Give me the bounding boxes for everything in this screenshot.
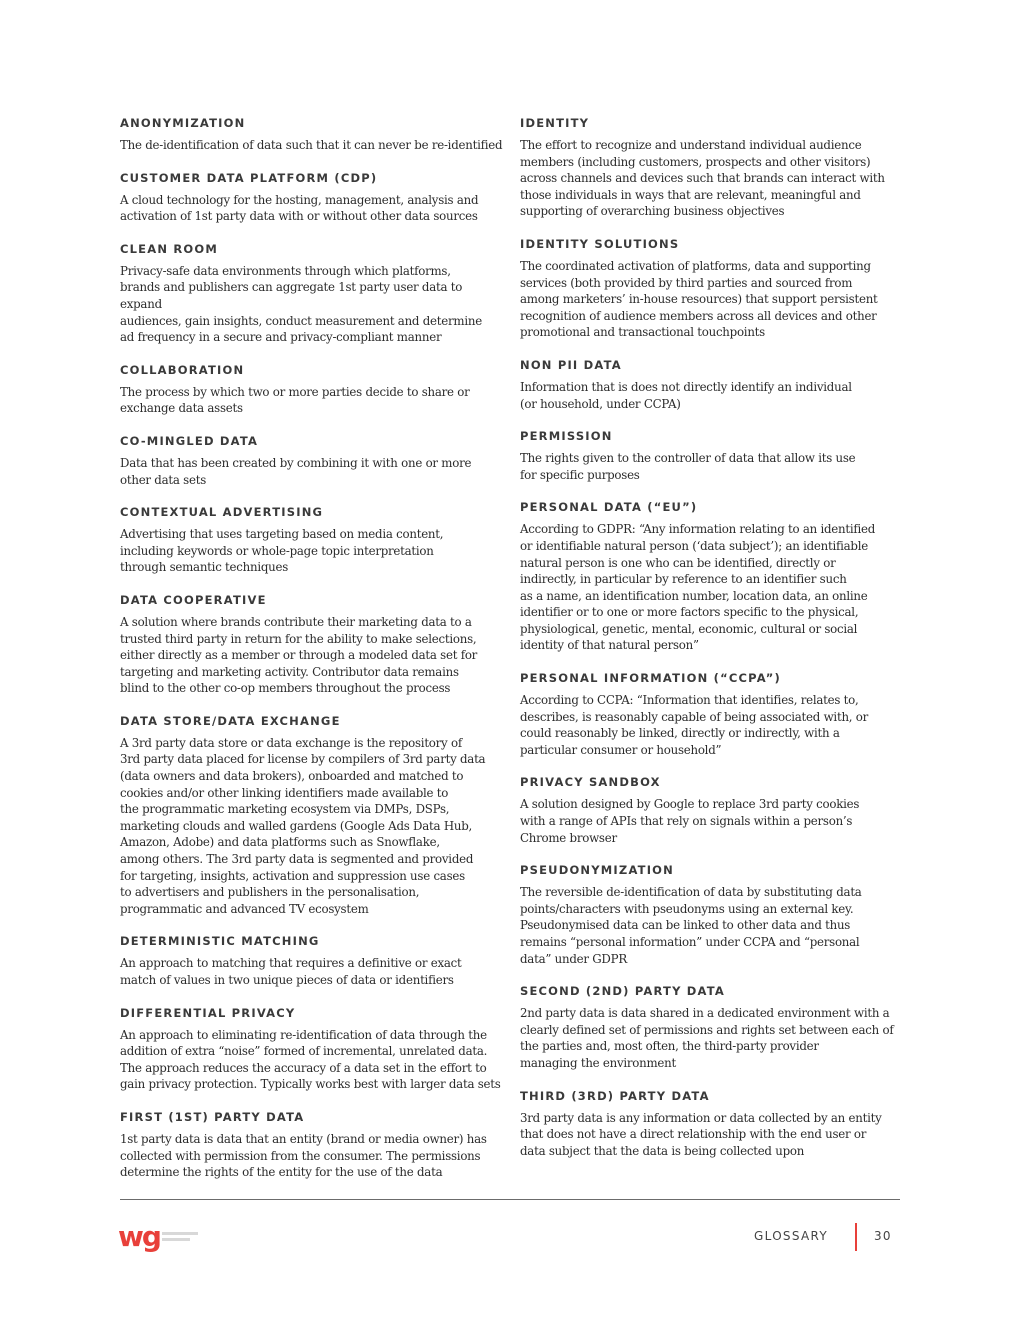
footer-accent-bar	[855, 1223, 857, 1251]
definition-line: indirectly, in particular by reference to an identifier such	[520, 572, 847, 587]
definition-line: identity of that natural person”	[520, 638, 699, 653]
definition-line: A solution where brands contribute their marketing data to a	[120, 614, 472, 629]
glossary-definition	[520, 884, 905, 967]
definition-line: programmatic and advanced TV ecosystem	[120, 901, 369, 916]
glossary-entry	[520, 671, 905, 758]
definition-line: for targeting, insights, activation and suppression use cases	[120, 868, 465, 883]
definition-line: Chrome browser	[520, 830, 617, 845]
glossary-term: SECOND (2ND) PARTY DATA	[520, 984, 726, 999]
definition-line: data” under GDPR	[520, 951, 627, 966]
definition-line: A 3rd party data store or data exchange is the repository of	[120, 735, 462, 750]
definition-line: According to CCPA: “Information that identifies, relates to,	[520, 693, 859, 708]
glossary-definition	[520, 796, 905, 846]
definition-line: promotional and transactional touchpoints	[520, 325, 765, 340]
definition-line: or identifiable natural person (‘data subject’); an identifiable	[520, 538, 868, 553]
definition-line: match of values in two unique pieces of data or identifiers	[120, 973, 454, 987]
glossary-definition	[520, 450, 905, 483]
definition-line: addition of extra “noise” formed of incremental, unrelated data.	[120, 1044, 488, 1059]
glossary-term: CUSTOMER DATA PLATFORM (CDP)	[120, 170, 378, 185]
definition-line: among marketers’ in-house resources) that support persistent	[520, 292, 878, 307]
definition-line: clearly defined set of permissions and rights set between each of	[520, 1022, 894, 1037]
definition-line: 2nd party data is data shared in a dedicated environment with a	[520, 1006, 890, 1021]
definition-line: with a range of APIs that rely on signals within a person’s	[520, 814, 853, 829]
glossary-term: PERMISSION	[520, 429, 613, 444]
definition-line: (data owners and data brokers), onboarded and matched to	[120, 769, 464, 784]
glossary-entry	[520, 500, 905, 654]
glossary-term: FIRST (1ST) PARTY DATA	[120, 1109, 305, 1124]
definition-line: physiological, genetic, mental, economic, cultural or social	[520, 621, 858, 636]
definition-line: cookies and/or other linking identifiers made available to	[120, 785, 449, 800]
glossary-entry	[120, 363, 505, 417]
definition-line: among others. The 3rd party data is segmented and provided	[120, 852, 474, 867]
glossary-term: DATA COOPERATIVE	[120, 592, 267, 607]
definition-line: recognition of audience members across all devices and other	[520, 308, 877, 323]
definition-line: points/characters with pseudonyms using an external key.	[520, 901, 854, 916]
glossary-entry	[520, 775, 905, 846]
definition-line: ad frequency in a secure and privacy-compliant manner	[120, 330, 442, 345]
glossary-entry	[520, 358, 905, 412]
definition-line: natural person is one who can be identified, directly or	[520, 555, 836, 570]
definition-line: data subject that the data is being collected upon	[520, 1143, 805, 1158]
glossary-term: IDENTITY	[520, 116, 590, 130]
definition-line: The approach reduces the accuracy of a data set in the effort to	[120, 1060, 487, 1075]
definition-line: blind to the other co-op members throughout the process	[120, 681, 451, 696]
glossary-definition	[120, 384, 505, 417]
glossary-definition	[120, 1027, 505, 1093]
glossary-entry	[120, 434, 505, 488]
definition-line: describes, is reasonably capable of being associated with, or	[520, 709, 869, 724]
definition-line: to advertisers and publishers in the personalisation,	[120, 885, 420, 900]
definition-line: (or household, under CCPA)	[520, 396, 681, 411]
definition-line: exchange data assets	[120, 401, 243, 416]
definition-line: particular consumer or household”	[520, 742, 722, 757]
definition-line: collected with permission from the consumer. The permissions	[120, 1148, 481, 1163]
definition-line: The rights given to the controller of data that allow its use	[520, 451, 856, 466]
definition-line: 3rd party data is any information or data collected by an entity	[520, 1110, 882, 1125]
definition-line: 1st party data is data that an entity (brand or media owner) has	[120, 1131, 487, 1146]
definition-line: brands and publishers can aggregate 1st party user data to expand	[120, 280, 463, 311]
definition-line: marketing clouds and walled gardens (Google Ads Data Hub,	[120, 818, 473, 833]
glossary-term: DATA STORE/DATA EXCHANGE	[120, 713, 341, 728]
definition-line: An approach to eliminating re-identification of data through the	[120, 1027, 487, 1042]
glossary-definition	[120, 137, 505, 154]
definition-line: for specific purposes	[520, 467, 640, 482]
definition-line: other data sets	[120, 472, 206, 487]
glossary-definition	[120, 735, 505, 918]
definition-line: The de-identification of data such that it can never be re-identified	[120, 138, 503, 152]
glossary-definition	[520, 258, 905, 341]
definition-line: Advertising that uses targeting based on media content,	[120, 527, 444, 542]
definition-line: 3rd party data placed for license by compilers of 3rd party data	[120, 752, 486, 767]
svg-text:wg: wg	[118, 1222, 160, 1253]
glossary-right-column	[520, 116, 905, 1176]
glossary-definition	[120, 455, 505, 488]
definition-line: across channels and devices such that brands can interact with	[520, 171, 885, 186]
glossary-entry	[120, 242, 505, 346]
definition-line: identifier or to one or more factors specific to the physical,	[520, 605, 859, 620]
glossary-left-column	[120, 116, 505, 1198]
definition-line: activation of 1st party data with or without other data sources	[120, 209, 478, 224]
definition-line: audiences, gain insights, conduct measurement and determine	[120, 313, 482, 328]
definition-line: that does not have a direct relationship with the end user or	[520, 1127, 867, 1142]
glossary-term: PERSONAL INFORMATION (“CCPA”)	[520, 671, 781, 686]
glossary-entry	[120, 593, 505, 697]
glossary-entry	[520, 863, 905, 967]
glossary-entry	[120, 934, 505, 988]
wg-logo	[118, 1222, 202, 1258]
definition-line: A solution designed by Google to replace 3rd party cookies	[520, 797, 860, 812]
page-number: 30	[874, 1229, 892, 1243]
definition-line: either directly as a member or through a modeled data set for	[120, 648, 478, 663]
definition-line: The reversible de-identification of data by substituting data	[520, 885, 862, 900]
glossary-definition	[120, 192, 505, 225]
definition-line: determine the rights of the entity for the use of the data	[120, 1165, 443, 1180]
glossary-definition	[520, 379, 905, 412]
glossary-definition	[120, 955, 505, 988]
glossary-entry	[120, 1110, 505, 1181]
glossary-definition	[120, 614, 505, 697]
definition-line: Amazon, Adobe) and data platforms such as Snowflake,	[120, 835, 440, 850]
glossary-entry	[120, 714, 505, 918]
glossary-entry	[520, 429, 905, 483]
definition-line: Privacy-safe data environments through which platforms,	[120, 263, 451, 278]
glossary-term: DIFFERENTIAL PRIVACY	[120, 1005, 296, 1020]
glossary-term: PRIVACY SANDBOX	[520, 775, 661, 790]
glossary-entry	[120, 171, 505, 225]
definition-line: Pseudonymised data can be linked to other data and thus	[520, 918, 851, 933]
definition-line: the programmatic marketing ecosystem via DMPs, DSPs,	[120, 802, 450, 817]
glossary-term: IDENTITY SOLUTIONS	[520, 236, 680, 251]
glossary-definition	[120, 1131, 505, 1181]
definition-line: as a name, an identification number, location data, an online	[520, 588, 868, 603]
definition-line: services (both provided by third parties and sourced from	[520, 275, 853, 290]
glossary-term: PERSONAL DATA (“EU”)	[520, 500, 698, 515]
definition-line: could reasonably be linked, directly or indirectly, with a	[520, 726, 840, 741]
definition-line: Information that is does not directly identify an individual	[520, 379, 852, 394]
glossary-term: THIRD (3RD) PARTY DATA	[520, 1088, 710, 1103]
glossary-definition	[520, 137, 905, 220]
definition-line: trusted third party in return for the ability to make selections,	[120, 631, 477, 646]
definition-line: According to GDPR: “Any information relating to an identified	[520, 522, 876, 537]
glossary-definition	[120, 263, 505, 346]
definition-line: The process by which two or more parties decide to share or	[120, 384, 470, 399]
definition-line: the parties and, most often, the third-party provider	[520, 1039, 819, 1054]
glossary-entry	[120, 116, 505, 154]
glossary-entry	[120, 505, 505, 576]
definition-line: through semantic techniques	[120, 560, 289, 575]
definition-line: A cloud technology for the hosting, management, analysis and	[120, 192, 479, 207]
definition-line: remains “personal information” under CCPA and “personal	[520, 935, 860, 949]
glossary-term: CONTEXTUAL ADVERTISING	[120, 505, 324, 520]
definition-line: managing the environment	[520, 1055, 677, 1070]
definition-line: supporting of overarching business objectives	[520, 204, 785, 219]
glossary-term: COLLABORATION	[120, 362, 245, 377]
glossary-definition	[120, 526, 505, 576]
definition-line: those individuals in ways that are relevant, meaningful and	[520, 187, 861, 202]
definition-line: targeting and marketing activity. Contributor data remains	[120, 664, 459, 679]
glossary-entry	[520, 116, 905, 220]
definition-line: members (including customers, prospects and other visitors)	[520, 154, 871, 169]
glossary-definition	[520, 1005, 905, 1071]
glossary-definition	[520, 692, 905, 758]
glossary-term: NON PII DATA	[520, 357, 622, 372]
glossary-term: CLEAN ROOM	[120, 241, 219, 256]
definition-line: including keywords or whole-page topic interpretation	[120, 543, 434, 558]
definition-line: gain privacy protection. Typically works best with larger data sets	[120, 1077, 501, 1092]
definition-line: Data that has been created by combining it with one or more	[120, 455, 472, 470]
glossary-term: PSEUDONYMIZATION	[520, 863, 674, 878]
glossary-term: CO-MINGLED DATA	[120, 433, 259, 448]
definition-line: The coordinated activation of platforms, data and supporting	[520, 258, 871, 273]
glossary-entry	[520, 1089, 905, 1160]
footer-section-label: GLOSSARY	[754, 1229, 828, 1243]
footer-divider	[120, 1199, 900, 1200]
definition-line: An approach to matching that requires a definitive or exact	[120, 956, 462, 971]
definition-line: The effort to recognize and understand individual audience	[520, 138, 862, 152]
glossary-definition	[520, 1110, 905, 1160]
glossary-definition	[520, 521, 905, 654]
glossary-term: DETERMINISTIC MATCHING	[120, 934, 320, 949]
glossary-term: ANONYMIZATION	[120, 116, 246, 130]
glossary-entry	[520, 984, 905, 1071]
glossary-entry	[120, 1006, 505, 1093]
glossary-entry	[520, 237, 905, 341]
